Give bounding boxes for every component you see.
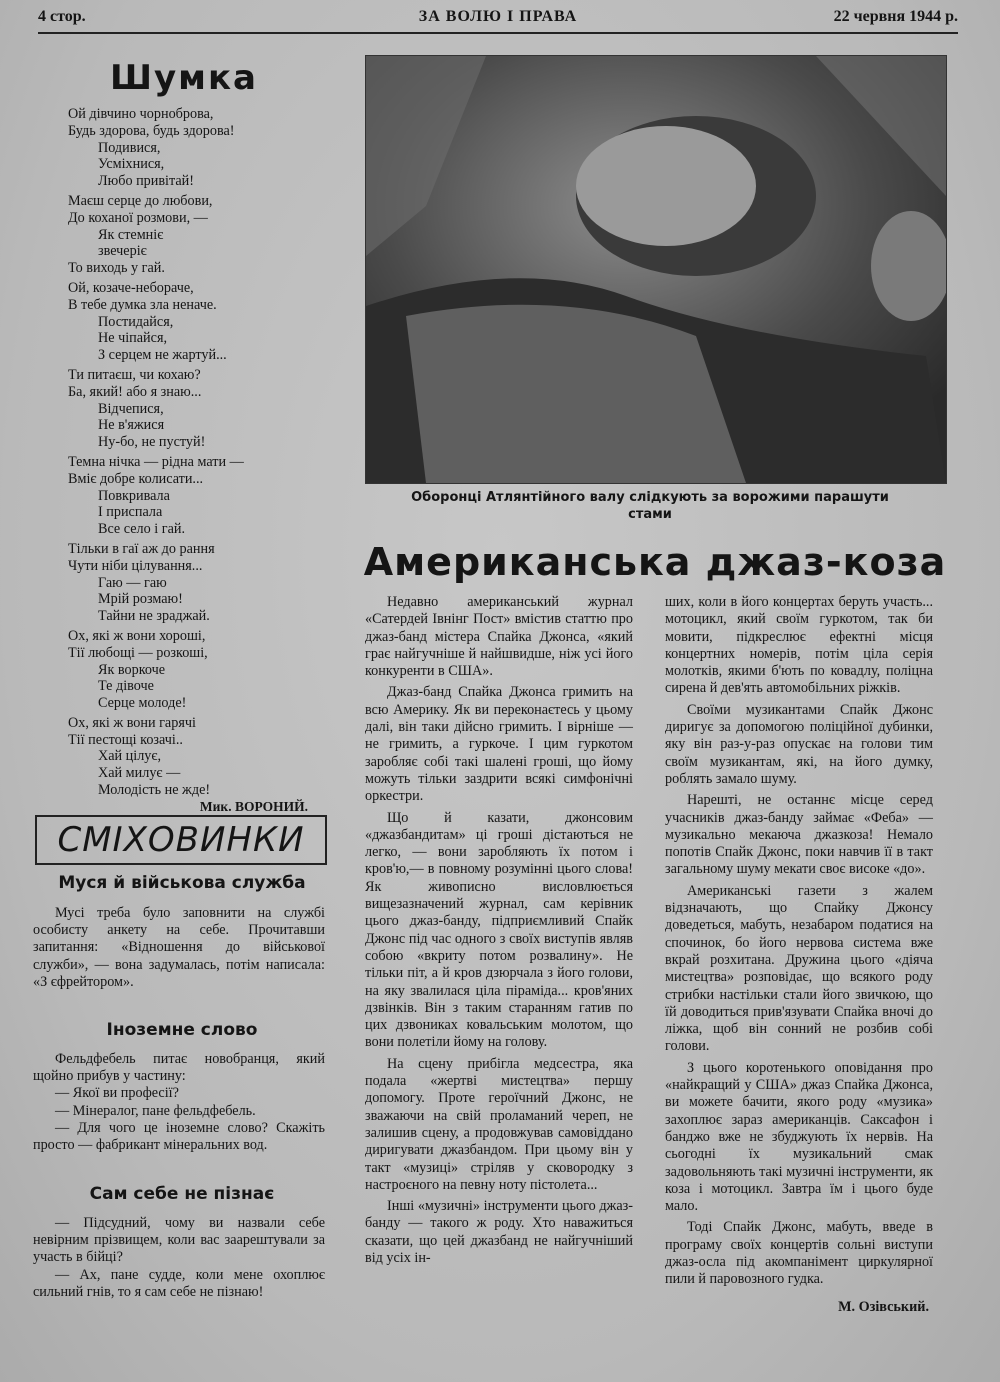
article-paragraph: Джаз-банд Спайка Джонса гримить на всю Америку. Як ви переконаєтесь у цьому далі, він таки дійсно гримить. І вірніше — не гримить, а гуркоче. І цим гуркотом заробляє собі такі шалені гроші, що йому можуть тільки заздрити всякі симфонічні оркестри.: [365, 684, 633, 805]
poem-line: Маєш серце до любови,: [68, 192, 213, 209]
poem-line: Постидайся,: [98, 313, 174, 330]
article-paragraph: З цього коротенького оповідання про «найкращий у США» джаз Спайка Джонса, ви можете бачити, якого роду «музика» захоплює зараз американців. Саксафон і банджо вже не збуджують їх нервів. На сьогодні їх музикальний смак задовольняють такі музичні інструменти, як коза і мотоцикл. Завтра їм і цього буде мало.: [665, 1059, 933, 1215]
humor-paragraph: — Підсудний, чому ви назвали себе невірним прізвищем, коли вас заарештували за участь в бійці?: [33, 1215, 325, 1266]
poem-line: Ти питаєш, чи кохаю?: [68, 366, 201, 383]
poem-line: Відчепися,: [98, 400, 164, 417]
humor-paragraph: Мусі треба було заповнити на службі особисту анкету на себе. Прочитавши запитання: «Відношення до військової служби», — вона задумалась, потім написала: «З єфрейтором».: [33, 905, 325, 990]
poem-line: І приспала: [98, 504, 163, 521]
article-paragraph: На сцену прибігла медсестра, яка подала «жертві мистецтва» першу допомогу. Проте героїчний Джонс, не зважаючи на свій проламаний череп, не залишив сцену, а продовжував самовіддано диригувати джазбандом. При цьому він у такт «музиці» стріляв у сковородку з настроєного на певну ноту пістолета...: [365, 1055, 633, 1193]
humor-item-text: [33, 1051, 325, 1154]
poem-line: До коханої розмови, —: [68, 209, 208, 226]
poem-body: [68, 106, 338, 816]
humor-paragraph: — Ах, пане судде, коли мене охоплює сильний гнів, то я сам себе не пізнаю!: [33, 1266, 325, 1300]
article-paragraph: Що й казати, джонсовим «джазбандитам» ці гроші дістаються не легко, — вони заробляють їх потом і кров'ю,— в повному розумінні цього слова! Як живописно висловлюється вищезазначений журнал, сам керівник цього джаз-банду, підприємливий Спайк Джонс під час одного з своїх виступів являв собою «вкриту потом розвалину». Не тільки піт, а й кров дзюрчала з його голови, на яку звалилася ціла піраміда... кров'яних дзвінків. Він з таким старанням гатив по цих дзвониках ковальським молотом, що вони полетіли йому на голову.: [365, 809, 633, 1051]
page-number: 4 стор.: [38, 8, 86, 25]
photo-caption: Оборонці Атлянтійного валу слідкують за ворожими парашути стами: [411, 490, 889, 522]
poem-line: Тайни не зраджай.: [98, 608, 210, 625]
article-paragraph: Нарешті, не останнє місце серед учасників джаз-банду займає «Феба» — музикально мекаюча джазкоза! Немало попотів Спайк Джонс, поки навчив її в такт загальному шуму мекати своє високе «до».: [665, 792, 933, 878]
poem-line: Чути ніби цілування...: [68, 557, 203, 574]
photo-image: [366, 56, 946, 483]
poem-line: Мрій розмаю!: [98, 591, 183, 608]
poem-line: Все село і гай.: [98, 521, 186, 538]
article-paragraph: Американські газети з жалем відзначають, що Спайку Джонсу доведеться, мабуть, незабаром податися на спочинок, бо його нервова система вже вкрай розхитана. Дружина цього «діяча мистецтва» розповідає, що всякого роду стрибки настільки стали його звичкою, що їй доводиться прив'язувати Спайка вночі до ліжка, щоб він сонний не розбив собі голови.: [665, 882, 933, 1055]
poem-line: Повкривала: [98, 487, 170, 504]
poem-line: Тільки в гаї аж до рання: [68, 540, 215, 557]
article-paragraph: Тоді Спайк Джонс, мабуть, введе в програму своїх концертів сольні виступи джаз-осла під акомпанімент циркулярної пили й паровозного гудка.: [665, 1219, 933, 1288]
poem-line: Ох, які ж вони гарячі: [68, 714, 196, 731]
issue-date: 22 червня 1944 р.: [833, 8, 958, 25]
war-photo: [365, 55, 947, 484]
poem-line: Те дівоче: [98, 678, 154, 695]
poem-line: В тебе думка зла неначе.: [68, 296, 217, 313]
poem-line: Ой, козаче-небораче,: [68, 279, 194, 296]
poem-line: То виходь у гай.: [68, 260, 165, 277]
poem-line: Усміхнися,: [98, 156, 165, 173]
article-author: М. Озівський.: [838, 1298, 929, 1315]
poem-line: Молодість не жде!: [98, 782, 211, 799]
article-paragraph: Своїми музикантами Спайк Джонс диригує за допомогою поліційної дубинки, яку він раз-у-раз опускає на голови тим своїм музикантам, які, на його думку, роблять замало шуму.: [665, 701, 933, 787]
poem-line: звечеріє: [98, 243, 147, 260]
poem-line: Ой дівчино чорноброва,: [68, 106, 214, 122]
poem-line: Хай милує —: [98, 765, 181, 782]
humor-item-text: [33, 1215, 325, 1301]
poem-line: Ох, які ж вони хороші,: [68, 627, 206, 644]
humor-item-title: Сам себе не пізнає: [89, 1184, 275, 1204]
poem-line: Будь здорова, будь здорова!: [68, 122, 235, 139]
humor-section-title: СМІХОВИНКИ: [35, 815, 327, 865]
poem-line: Ба, який! або я знаю...: [68, 383, 202, 400]
poem-line: Любо привітай!: [98, 173, 194, 190]
humor-paragraph: — Мінералог, пане фельдфебель.: [55, 1102, 256, 1119]
poem-line: Серце молоде!: [98, 695, 187, 712]
humor-paragraph: — Для чого це іноземне слово? Скажіть просто — фабрикант мінеральних вод.: [33, 1119, 325, 1154]
humor-item-title: Іноземне слово: [106, 1020, 258, 1040]
humor-item-title: Муся й військова служба: [58, 873, 306, 893]
poem-line: Тії пестощі козачі..: [68, 731, 183, 748]
poem-line: Як стемніє: [98, 226, 164, 243]
article-column-1: [365, 594, 633, 1271]
poem-line: З серцем не жартуй...: [98, 347, 227, 364]
humor-item-text: [33, 905, 325, 991]
article-headline: Американська джаз-коза: [363, 540, 947, 584]
page-header: [38, 8, 958, 30]
poem-line: Темна нічка — рідна мати —: [68, 453, 244, 470]
humor-paragraph: — Якої ви професії?: [55, 1085, 179, 1102]
poem-line: Як воркоче: [98, 661, 166, 678]
header-rule: [38, 32, 958, 34]
poem-line: Подивися,: [98, 139, 161, 156]
article-column-2: [665, 594, 933, 1320]
poem-line: Не в'яжися: [98, 417, 165, 434]
humor-paragraph: Фельдфебель питає новобранця, який щойно прибув у частину:: [33, 1051, 325, 1085]
poem-title: Шумка: [110, 58, 258, 98]
article-paragraph: Недавно американський журнал «Сатердей Івнінг Пост» вмістив статтю про джаз-банд містера Спайка Джонса, «який грає найгучніше й найшвидше, ніж усі його конкуренти в США».: [365, 594, 633, 680]
poem-line: Вміє добре колисати...: [68, 470, 204, 487]
article-paragraph: ших, коли в його концертах беруть участь... мотоцикл, який своїм гуркотом, так би мовити, підкреслює ефектні місця концертних номерів, потім ціла серія молотків, якими б'ють по ковадлу, поліцна сирена й дев'ять автомобільних ріжків.: [665, 594, 933, 697]
poem-author: Мик. ВОРОНИЙ.: [199, 798, 308, 814]
poem-line: Гаю — гаю: [98, 574, 167, 591]
poem-line: Тії любощі — розкоші,: [68, 644, 208, 661]
masthead: ЗА ВОЛЮ І ПРАВА: [418, 8, 578, 25]
poem-line: Ну-бо, не пустуй!: [98, 434, 206, 451]
poem-line: Хай цілує,: [98, 748, 162, 765]
poem-line: Не чіпайся,: [98, 330, 168, 347]
article-paragraph: Інші «музичні» інструменти цього джаз-банду — такого ж роду. Хто наважиться сказати, що цей джазбанд не найгучніший від усіх ін-: [365, 1198, 633, 1266]
